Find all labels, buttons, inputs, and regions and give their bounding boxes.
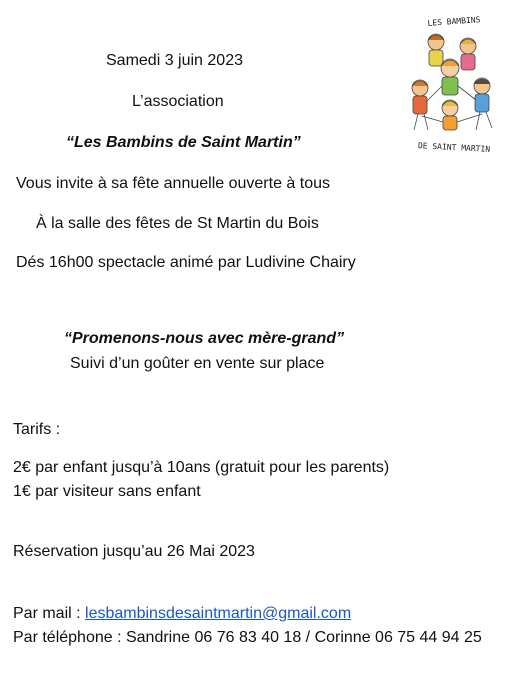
contact-mail [13, 604, 351, 624]
price-item: 2€ par enfant jusqu’à 10ans (gratuit pour les parents) [13, 459, 390, 476]
children-group-illustration [398, 12, 510, 164]
price-item: 1€ par visiteur sans enfant [13, 483, 201, 500]
logo-top-text: LES BAMBINS [427, 15, 481, 28]
pricing-heading: Tarifs : [13, 421, 61, 438]
show-subtitle: Suivi d’un goûter en vente sur place [70, 355, 325, 372]
association-name: “Les Bambins de Saint Martin” [66, 134, 301, 151]
association-logo [398, 12, 510, 164]
mail-label: Par mail : [13, 605, 86, 622]
invitation-line-1: Vous invite à sa fête annuelle ouverte à tous [16, 175, 330, 192]
email-link[interactable]: lesbambinsdesaintmartin@gmail.com [85, 605, 352, 622]
show-title: “Promenons-nous avec mère-grand” [64, 330, 345, 347]
contact-phone: Par téléphone : Sandrine 06 76 83 40 18 / Corinne 06 75 44 94 25 [13, 629, 482, 646]
invitation-line-3: Dés 16h00 spectacle animé par Ludivine Chairy [16, 254, 356, 271]
reservation-deadline: Réservation jusqu’au 26 Mai 2023 [13, 543, 255, 560]
event-date: Samedi 3 juin 2023 [106, 52, 243, 69]
logo-bottom-text: DE SAINT MARTIN [417, 141, 491, 154]
invitation-line-2: À la salle des fêtes de St Martin du Bois [36, 215, 319, 232]
association-intro: L’association [132, 93, 224, 110]
